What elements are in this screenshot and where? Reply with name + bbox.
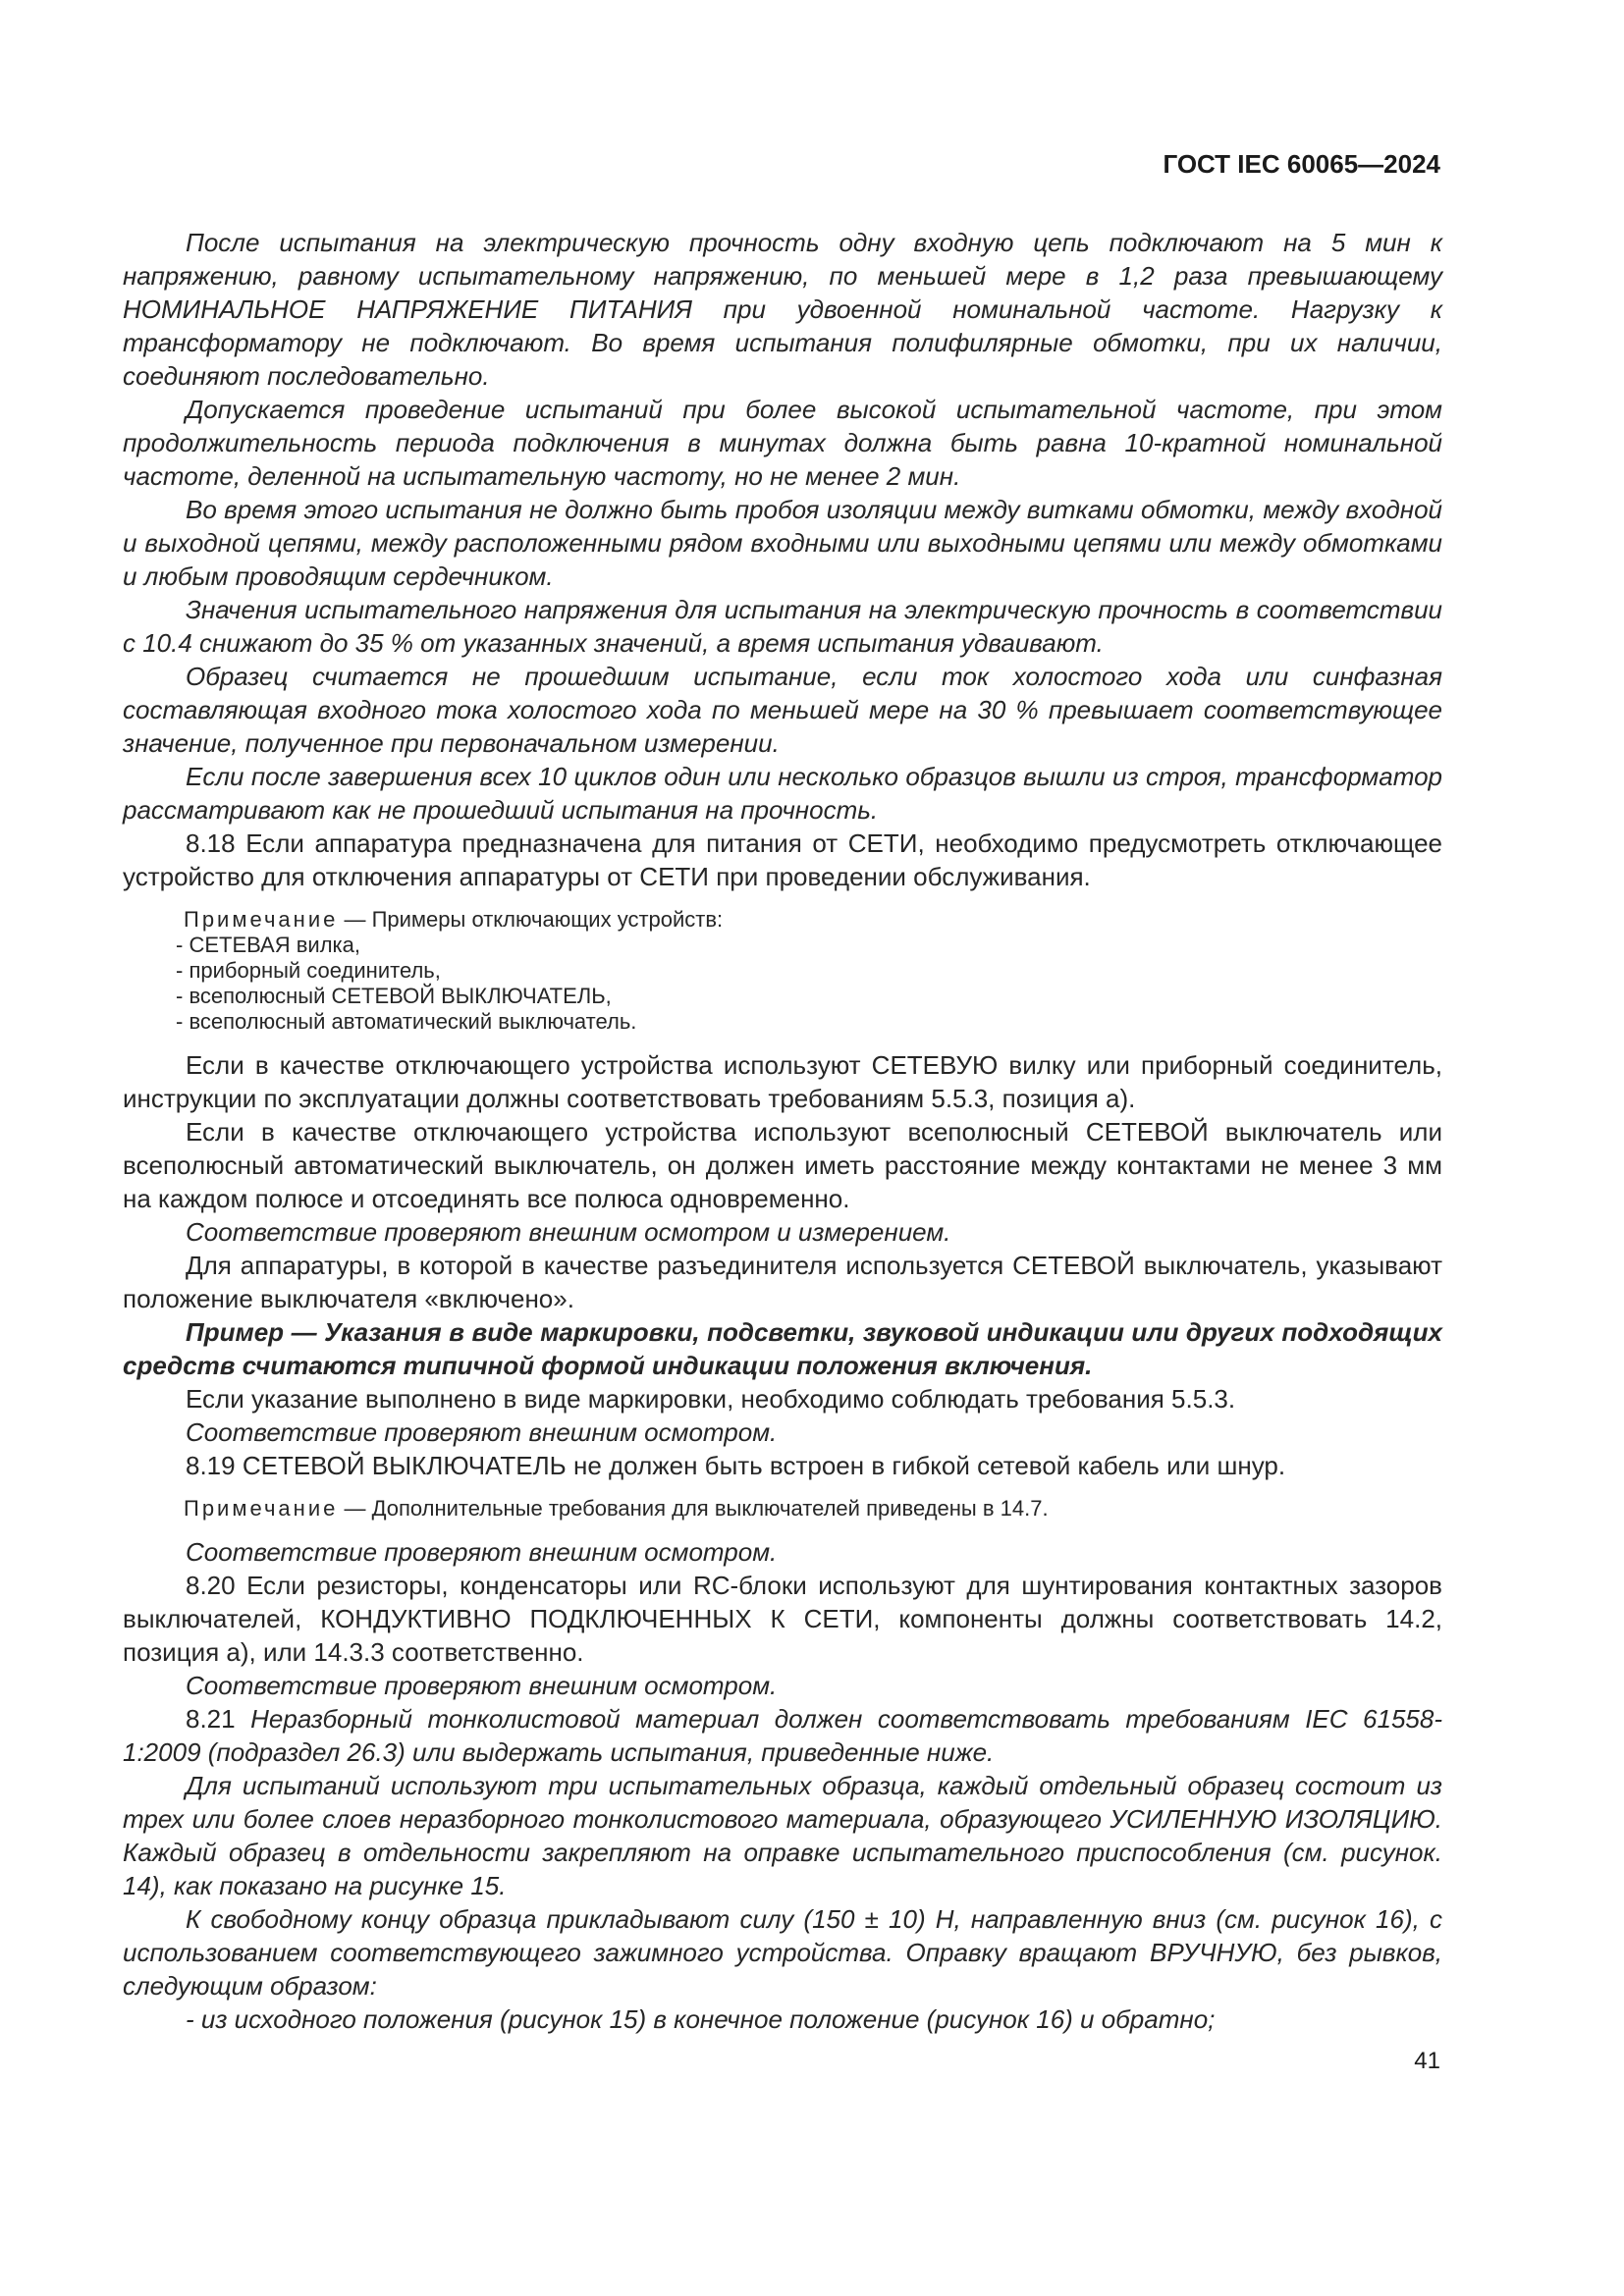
- clause-8-18: 8.18 Если аппаратура предназначена для питания от СЕТИ, необходимо предусмотреть отключающее устройство для отключения аппаратуры от СЕТИ при проведении обслуживания.: [123, 828, 1442, 891]
- compliance-note: Соответствие проверяют внешним осмотром.: [186, 1537, 778, 1567]
- paragraph: К свободному концу образца прикладывают силу (150 ± 10) Н, направленную вниз (см. рисунок 16), с использованием соответствующего зажимного устройства. Оправку вращают ВРУЧНУЮ, без рывков, следующим образом:: [123, 1904, 1442, 2001]
- compliance-note: Соответствие проверяют внешним осмотром.: [186, 1417, 778, 1447]
- paragraph: Если указание выполнено в виде маркировки, необходимо соблюдать требования 5.5.3.: [186, 1384, 1236, 1414]
- paragraph: Образец считается не прошедшим испытание, если ток холостого хода или синфазная составляющая входного тока холостого хода по меньшей мере на 30 % превышает соответствующее значение, полученное при первоначальном измерении.: [123, 662, 1442, 758]
- note-label: Примечание: [184, 907, 339, 932]
- note-label: Примечание: [184, 1496, 339, 1521]
- note-text: — Дополнительные требования для выключателей приведены в 14.7.: [344, 1496, 1049, 1521]
- clause-8-19: 8.19 СЕТЕВОЙ ВЫКЛЮЧАТЕЛЬ не должен быть встроен в гибкой сетевой кабель или шнур.: [186, 1451, 1286, 1480]
- compliance-note: Соответствие проверяют внешним осмотром и измерением.: [186, 1217, 951, 1247]
- note-heading: [123, 907, 1442, 933]
- paragraph: Если в качестве отключающего устройства используют всеполюсный СЕТЕВОЙ выключатель или всеполюсный автоматический выключатель, он должен иметь расстояние между контактами не менее 3 мм на каждом полюсе и отсоединять все полюса одновременно.: [123, 1117, 1442, 1213]
- paragraph: Значения испытательного напряжения для испытания на электрическую прочность в соответствии с 10.4 снижают до 35 % от указанных значений, а время испытания удваивают.: [123, 595, 1442, 658]
- clause-number: 8.21: [186, 1704, 236, 1734]
- paragraph: Для аппаратуры, в которой в качестве разъединителя используется СЕТЕВОЙ выключатель, указывают положение выключателя «включено».: [123, 1251, 1442, 1313]
- clause-8-21: [123, 1702, 1442, 1769]
- list-item: - из исходного положения (рисунок 15) в конечное положение (рисунок 16) и обратно;: [186, 2004, 1216, 2034]
- note-list-item: - СЕТЕВАЯ вилка,: [176, 933, 360, 957]
- example-block: Пример — Указания в виде маркировки, подсветки, звуковой индикации или других подходящих средств считаются типичной формой индикации положения включения.: [123, 1317, 1442, 1380]
- note-list-item: - всеполюсный СЕТЕВОЙ ВЫКЛЮЧАТЕЛЬ,: [176, 984, 612, 1008]
- note-text: — Примеры отключающих устройств:: [344, 907, 724, 932]
- note-list-item: - всеполюсный автоматический выключатель.: [176, 1009, 637, 1034]
- paragraph: Если в качестве отключающего устройства используют СЕТЕВУЮ вилку или приборный соединитель, инструкции по эксплуатации должны соответствовать требованиям 5.5.3, позиция а).: [123, 1050, 1442, 1113]
- page-number: 41: [1414, 2048, 1440, 2074]
- clause-8-20: 8.20 Если резисторы, конденсаторы или RC-блоки используют для шунтирования контактных зазоров выключателей, КОНДУКТИВНО ПОДКЛЮЧЕННЫХ К СЕТИ, компоненты должны соответствовать 14.2, позиция а), или 14.3.3 соответственно.: [123, 1571, 1442, 1667]
- paragraph: Во время этого испытания не должно быть пробоя изоляции между витками обмотки, между входной и выходной цепями, между расположенными рядом входными или выходными цепями или между обмотками и любым проводящим сердечником.: [123, 495, 1442, 591]
- paragraph: Для испытаний используют три испытательных образца, каждый отдельный образец состоит из трех или более слоев неразборного тонколистового материала, образующего УСИЛЕННУЮ ИЗОЛЯЦИЮ. Каждый образец в отдельности закрепляют на оправке испытательного приспособления (см. рисунок. 14), как показано на рисунке 15.: [123, 1771, 1442, 1900]
- document-body: [123, 226, 1442, 2036]
- paragraph: Допускается проведение испытаний при более высокой испытательной частоте, при этом продолжительность периода подключения в минутах должна быть равна 10-кратной номинальной частоте, деленной на испытательную частоту, но не менее 2 мин.: [123, 395, 1442, 491]
- note-list-item: - приборный соединитель,: [176, 958, 441, 983]
- paragraph: Если после завершения всех 10 циклов один или несколько образцов вышли из строя, трансформатор рассматривают как не прошедший испытания на прочность.: [123, 762, 1442, 825]
- clause-text: Неразборный тонколистовой материал должен соответствовать требованиям IEC 61558-1:2009 (подраздел 26.3) или выдержать испытания, приведенные ниже.: [123, 1704, 1443, 1767]
- document-header-title: ГОСТ IEC 60065—2024: [1163, 149, 1440, 179]
- note-heading: [123, 1496, 1442, 1522]
- compliance-note: Соответствие проверяют внешним осмотром.: [186, 1671, 778, 1700]
- paragraph: После испытания на электрическую прочность одну входную цепь подключают на 5 мин к напряжению, равному испытательному напряжению, по меньшей мере в 1,2 раза превышающему НОМИНАЛЬНОЕ НАПРЯЖЕНИЕ ПИТАНИЯ при удвоенной номинальной частоте. Нагрузку к трансформатору не подключают. Во время испытания полифилярные обмотки, при их наличии, соединяют последовательно.: [123, 228, 1442, 391]
- note-block: [123, 907, 1442, 1035]
- note-block: [123, 1496, 1442, 1522]
